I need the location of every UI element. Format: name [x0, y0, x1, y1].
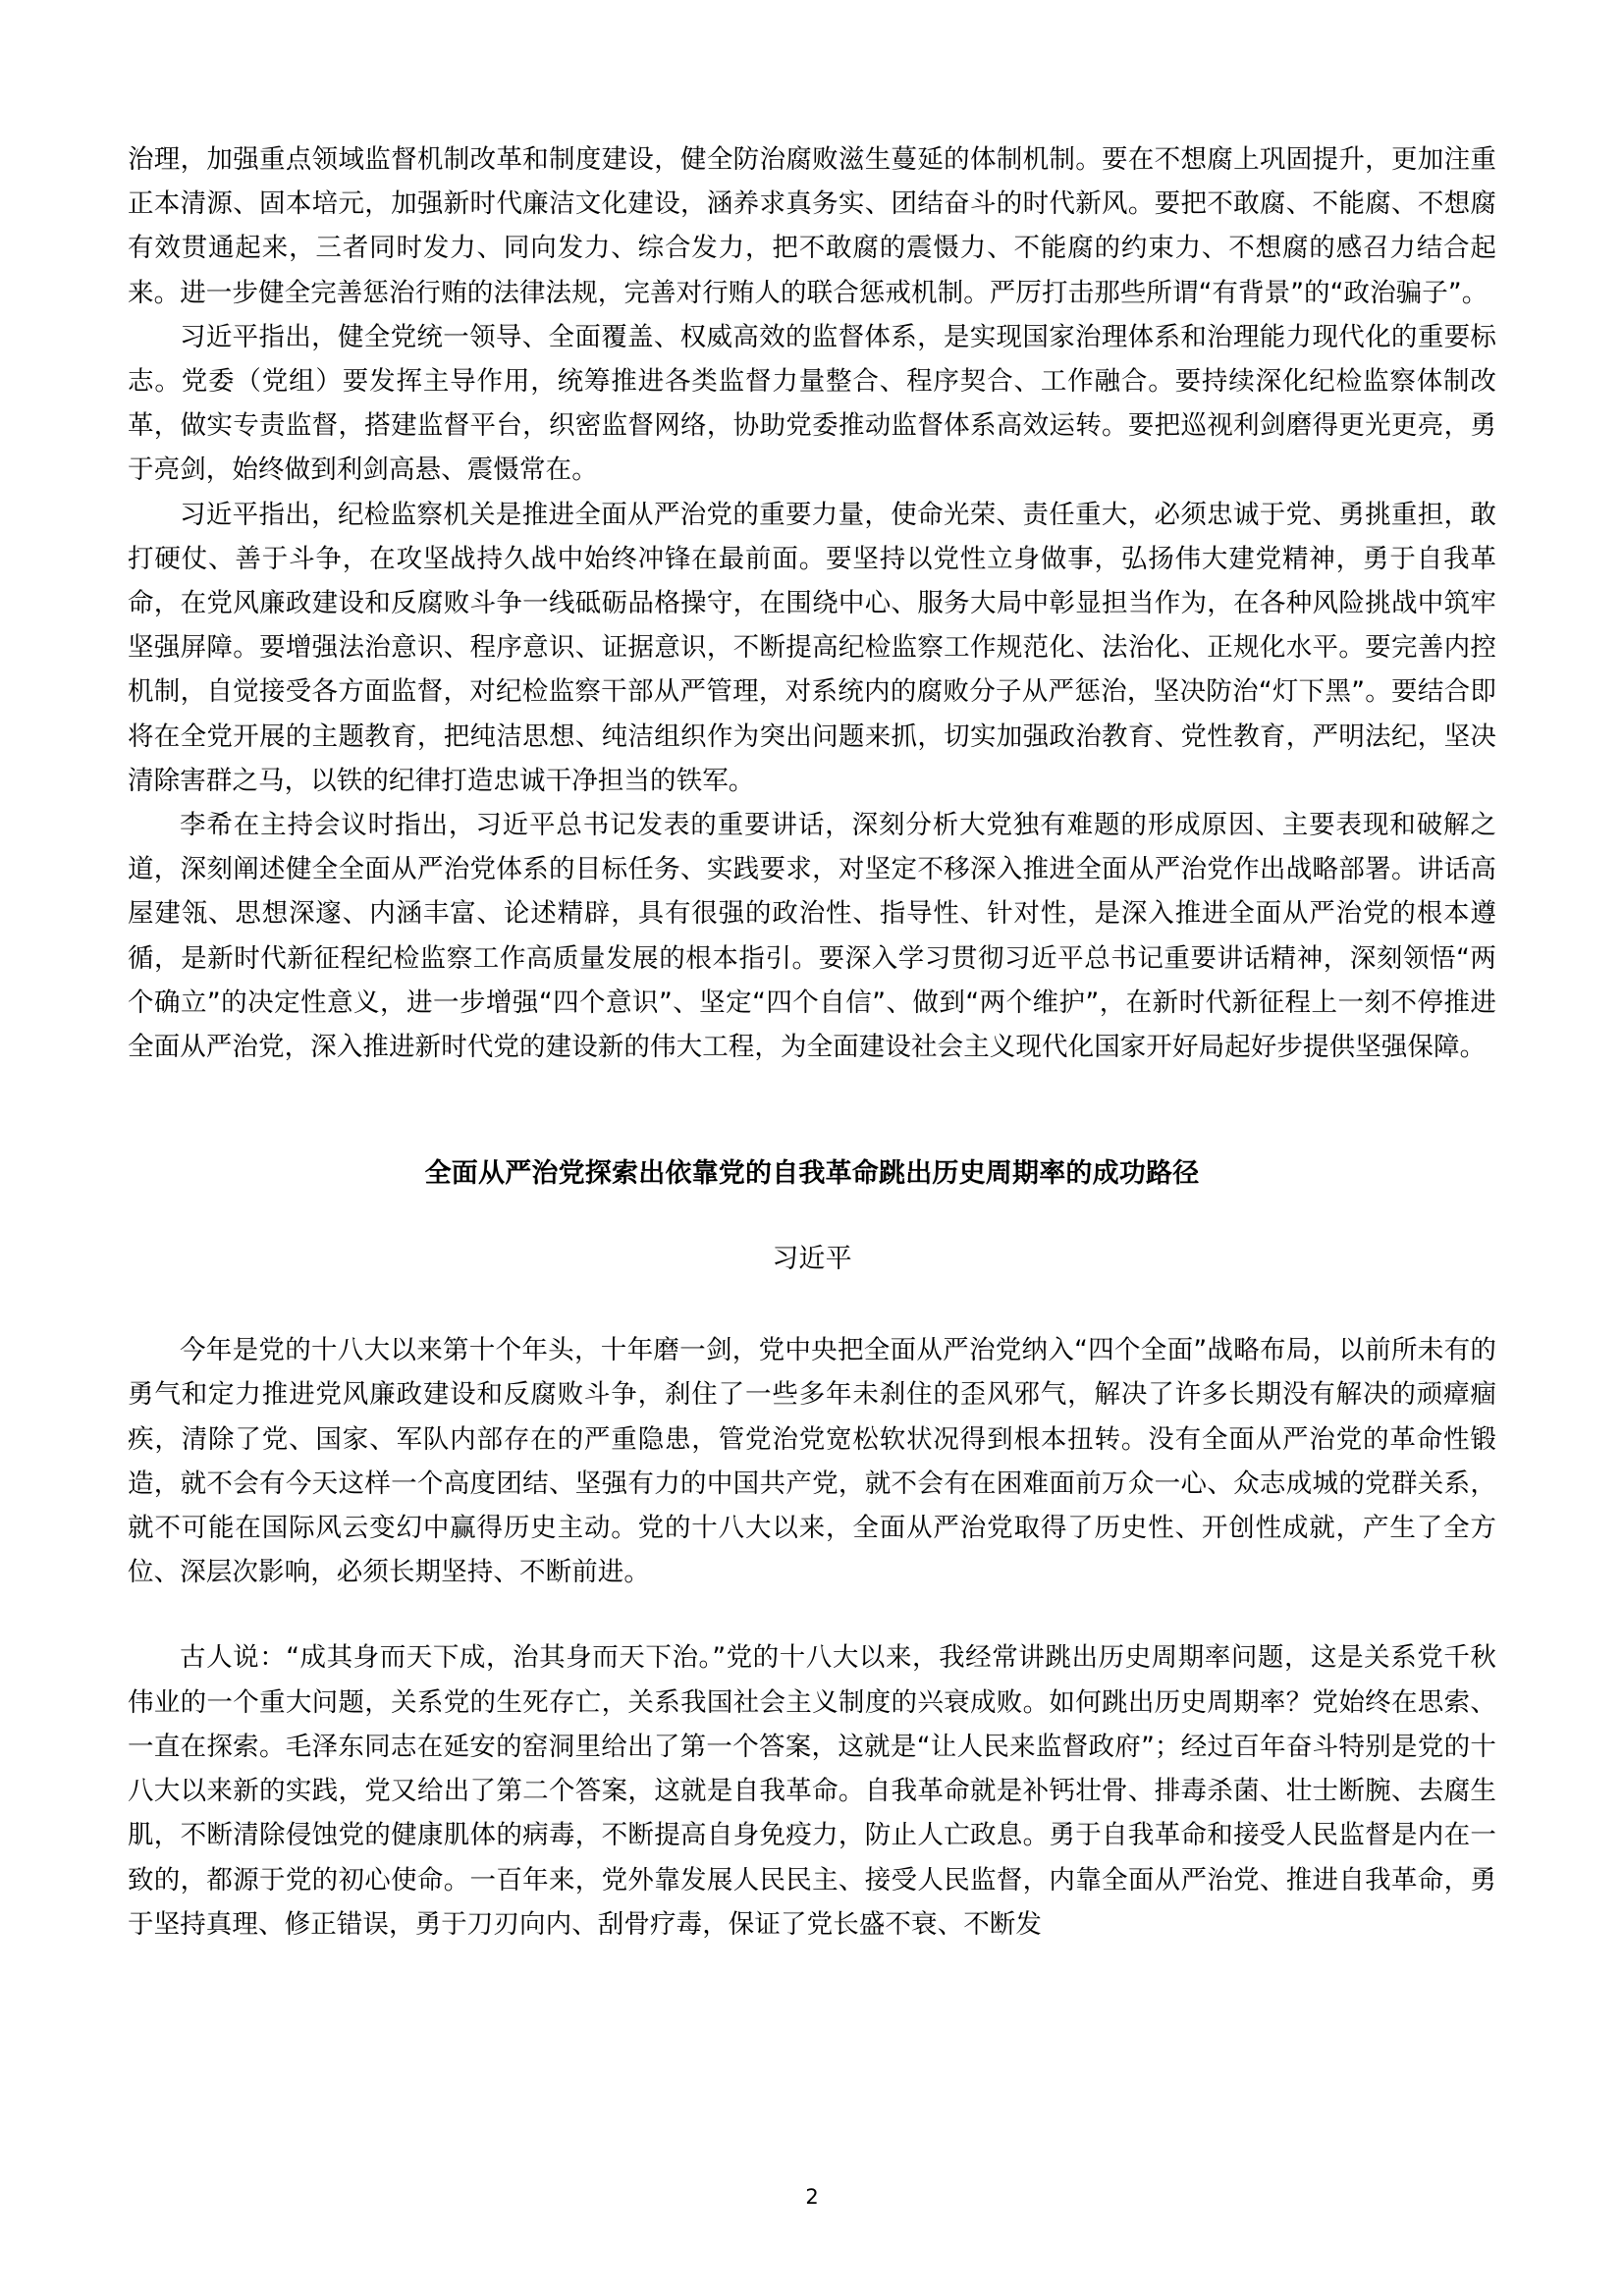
section-spacer — [128, 1069, 1496, 1151]
paragraph-lixi-meeting: 李希在主持会议时指出，习近平总书记发表的重要讲话，深刻分析大党独有难题的形成原因、主要表现和破解之道，深刻阐述健全全面从严治党体系的目标任务、实践要求，对坚定不移深入推进全面从严治党作出战略部署。讲话高屋建瓴、思想深邃、内涵丰富、论述精辟，具有很强的政治性、指导性、针对性，是深入推进全面从严治党的根本遵循，是新时代新征程纪检监察工作高质量发展的根本指引。要深入学习贯彻习近平总书记重要讲话精神，深刻领悟“两个确立”的决定性意义，进一步增强“四个意识”、坚定“四个自信”、做到“两个维护”，在新时代新征程上一刻不停推进全面从严治党，深入推进新时代党的建设新的伟大工程，为全面建设社会主义现代化国家开好局起好步提供坚强保障。 — [128, 810, 1496, 1063]
author-body-spacer — [128, 1281, 1496, 1328]
document-body — [128, 137, 1496, 1947]
article-paragraph-spacer — [128, 1594, 1496, 1635]
page-number: 2 — [805, 2185, 819, 2209]
paragraph-xi-discipline-inspection: 习近平指出，纪检监察机关是推进全面从严治党的重要力量，使命光荣、责任重大，必须忠诚于党、勇挑重担，敢打硬仗、善于斗争，在攻坚战持久战中始终冲锋在最前面。要坚持以党性立身做事，弘扬伟大建党精神，勇于自我革命，在党风廉政建设和反腐败斗争一线砥砺品格操守，在围绕中心、服务大局中彰显担当作为，在各种风险挑战中筑牢坚强屏障。要增强法治意识、程序意识、证据意识，不断提高纪检监察工作规范化、法治化、正规化水平。要完善内控机制，自觉接受各方面监督，对纪检监察干部从严管理，对系统内的腐败分子从严惩治，坚决防治“灯下黑”。要结合即将在全党开展的主题教育，把纯洁思想、纯洁组织作为突出问题来抓，切实加强政治教育、党性教育，严明法纪，坚决清除害群之马，以铁的纪律打造忠诚干净担当的铁军。 — [128, 499, 1496, 796]
title-author-spacer — [128, 1196, 1496, 1237]
paragraph-continued: 治理，加强重点领域监督机制改革和制度建设，健全防治腐败滋生蔓延的体制机制。要在不想腐上巩固提升，更加注重正本清源、固本培元，加强新时代廉洁文化建设，涵养求真务实、团结奋斗的时代新风。要把不敢腐、不能腐、不想腐有效贯通起来，三者同时发力、同向发力、综合发力，把不敢腐的震慑力、不能腐的约束力、不想腐的感召力结合起来。进一步健全完善惩治行贿的法律法规，完善对行贿人的联合惩戒机制。严厉打击那些所谓“有背景”的“政治骗子”。 — [128, 144, 1496, 308]
article-title: 全面从严治党探索出依靠党的自我革命跳出历史周期率的成功路径 — [424, 1158, 1200, 1190]
article-author: 习近平 — [772, 1244, 852, 1275]
article-paragraph-2: 古人说：“成其身而天下成，治其身而天下治。”党的十八大以来，我经常讲跳出历史周期率问题，这是关系党千秋伟业的一个重大问题，关系党的生死存亡，关系我国社会主义制度的兴衰成败。如何跳出历史周期率？党始终在思索、一直在探索。毛泽东同志在延安的窑洞里给出了第一个答案，这就是“让人民来监督政府”；经过百年奋斗特别是党的十八大以来新的实践，党又给出了第二个答案，这就是自我革命。自我革命就是补钙壮骨、排毒杀菌、壮士断腕、去腐生肌，不断清除侵蚀党的健康肌体的病毒，不断提高自身免疫力，防止人亡政息。勇于自我革命和接受人民监督是内在一致的，都源于党的初心使命。一百年来，党外靠发展人民民主、接受人民监督，内靠全面从严治党、推进自我革命，勇于坚持真理、修正错误，勇于刀刃向内、刮骨疗毒，保证了党长盛不衰、不断发 — [128, 1642, 1496, 1940]
paragraph-xi-supervision-system: 习近平指出，健全党统一领导、全面覆盖、权威高效的监督体系，是实现国家治理体系和治理能力现代化的重要标志。党委（党组）要发挥主导作用，统筹推进各类监督力量整合、程序契合、工作融合。要持续深化纪检监察体制改革，做实专责监督，搭建监督平台，织密监督网络，协助党委推动监督体系高效运转。要把巡视利剑磨得更光更亮，勇于亮剑，始终做到利剑高悬、震慑常在。 — [128, 321, 1496, 486]
article-paragraph-1: 今年是党的十八大以来第十个年头，十年磨一剑，党中央把全面从严治党纳入“四个全面”战略布局，以前所未有的勇气和定力推进党风廉政建设和反腐败斗争，刹住了一些多年未刹住的歪风邪气，解决了许多长期没有解决的顽瘴痼疾，清除了党、国家、军队内部存在的严重隐患，管党治党宽松软状况得到根本扭转。没有全面从严治党的革命性锻造，就不会有今天这样一个高度团结、坚强有力的中国共产党，就不会有在困难面前万众一心、众志成城的党群关系，就不可能在国际风云变幻中赢得历史主动。党的十八大以来，全面从严治党取得了历史性、开创性成就，产生了全方位、深层次影响，必须长期坚持、不断前进。 — [128, 1335, 1496, 1588]
